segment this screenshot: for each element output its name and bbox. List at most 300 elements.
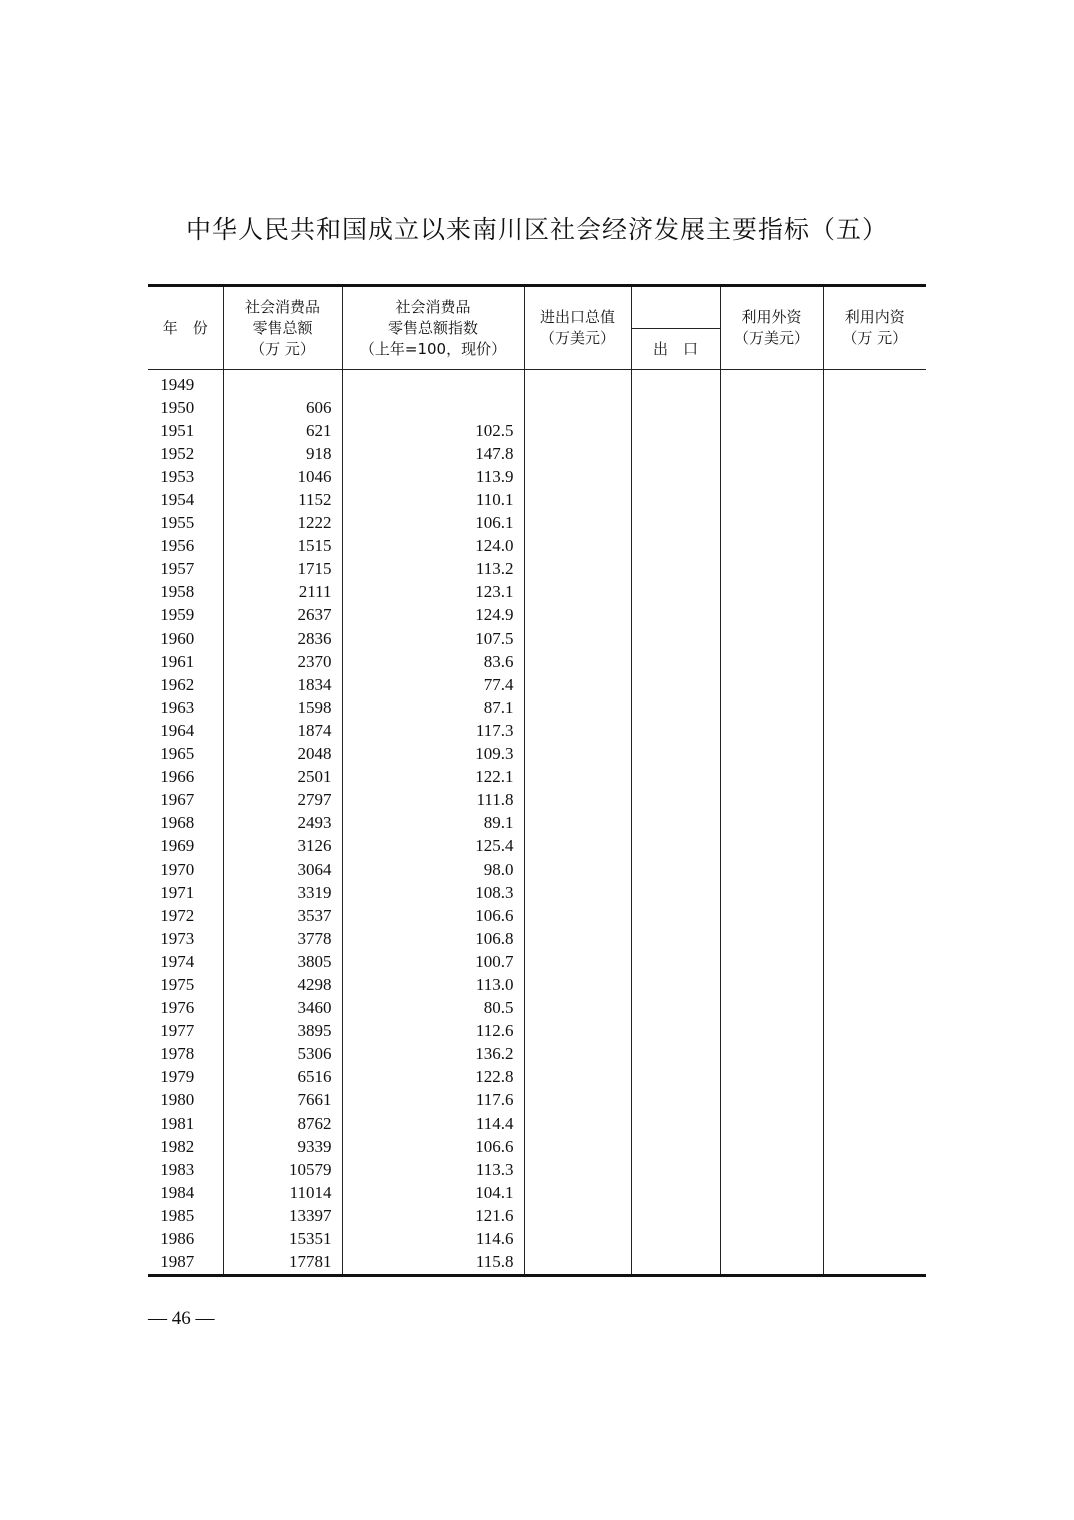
cell-export bbox=[631, 950, 720, 973]
cell-trade-total bbox=[524, 1204, 631, 1227]
cell-retail-total: 2797 bbox=[223, 789, 342, 812]
cell-retail-total: 3319 bbox=[223, 881, 342, 904]
cell-export bbox=[631, 488, 720, 511]
cell-trade-total bbox=[524, 1020, 631, 1043]
cell-retail-total: 9339 bbox=[223, 1135, 342, 1158]
cell-year: 1973 bbox=[160, 928, 195, 948]
cell-foreign-capital bbox=[720, 743, 823, 766]
cell-retail-index: 110.1 bbox=[342, 488, 524, 511]
header-foreign-line1: 利用外资 bbox=[741, 308, 802, 326]
cell-retail-index: 106.8 bbox=[342, 927, 524, 950]
cell-domestic-capital bbox=[823, 766, 926, 789]
cell-domestic-capital bbox=[823, 604, 926, 627]
cell-foreign-capital bbox=[720, 1204, 823, 1227]
table-row bbox=[148, 950, 926, 973]
table-row bbox=[148, 370, 926, 397]
cell-year: 1957 bbox=[160, 559, 195, 579]
cell-retail-total: 1715 bbox=[223, 558, 342, 581]
header-retail-total bbox=[223, 286, 342, 370]
cell-foreign-capital bbox=[720, 719, 823, 742]
cell-foreign-capital bbox=[720, 973, 823, 996]
table-row bbox=[148, 535, 926, 558]
cell-retail-index: 114.6 bbox=[342, 1227, 524, 1250]
table-row bbox=[148, 581, 926, 604]
cell-domestic-capital bbox=[823, 370, 926, 397]
cell-domestic-capital bbox=[823, 719, 926, 742]
cell-foreign-capital bbox=[720, 812, 823, 835]
table-row bbox=[148, 1020, 926, 1043]
cell-domestic-capital bbox=[823, 1158, 926, 1181]
cell-export bbox=[631, 673, 720, 696]
cell-year: 1978 bbox=[160, 1044, 195, 1064]
cell-foreign-capital bbox=[720, 1181, 823, 1204]
cell-trade-total bbox=[524, 1089, 631, 1112]
cell-year: 1979 bbox=[160, 1067, 195, 1087]
table-row bbox=[148, 442, 926, 465]
cell-export bbox=[631, 1204, 720, 1227]
table-row bbox=[148, 650, 926, 673]
cell-foreign-capital bbox=[720, 650, 823, 673]
cell-year: 1971 bbox=[160, 882, 195, 902]
cell-retail-total: 2493 bbox=[223, 812, 342, 835]
cell-domestic-capital bbox=[823, 904, 926, 927]
cell-foreign-capital bbox=[720, 581, 823, 604]
cell-domestic-capital bbox=[823, 1066, 926, 1089]
cell-retail-total: 2836 bbox=[223, 627, 342, 650]
cell-domestic-capital bbox=[823, 465, 926, 488]
cell-export bbox=[631, 370, 720, 397]
cell-year: 1954 bbox=[160, 490, 195, 510]
cell-retail-total: 13397 bbox=[223, 1204, 342, 1227]
header-domestic-line1: 利用内资 bbox=[844, 308, 905, 326]
cell-retail-index: 80.5 bbox=[342, 997, 524, 1020]
cell-retail-index: 102.5 bbox=[342, 419, 524, 442]
cell-domestic-capital bbox=[823, 973, 926, 996]
cell-trade-total bbox=[524, 904, 631, 927]
cell-trade-total bbox=[524, 558, 631, 581]
cell-trade-total bbox=[524, 512, 631, 535]
cell-retail-total: 1598 bbox=[223, 696, 342, 719]
cell-export bbox=[631, 535, 720, 558]
cell-retail-total: 606 bbox=[223, 396, 342, 419]
cell-year: 1956 bbox=[160, 536, 195, 556]
cell-trade-total bbox=[524, 396, 631, 419]
cell-export bbox=[631, 581, 720, 604]
table-body bbox=[148, 370, 926, 1276]
cell-export bbox=[631, 789, 720, 812]
cell-retail-total: 3895 bbox=[223, 1020, 342, 1043]
cell-domestic-capital bbox=[823, 488, 926, 511]
cell-export bbox=[631, 927, 720, 950]
header-export-spacer bbox=[631, 286, 720, 329]
cell-foreign-capital bbox=[720, 1043, 823, 1066]
cell-retail-total bbox=[223, 370, 342, 397]
cell-retail-index: 117.3 bbox=[342, 719, 524, 742]
cell-year: 1953 bbox=[160, 466, 195, 486]
cell-retail-index: 113.9 bbox=[342, 465, 524, 488]
cell-year: 1977 bbox=[160, 1021, 195, 1041]
cell-export bbox=[631, 881, 720, 904]
cell-retail-total: 3064 bbox=[223, 858, 342, 881]
cell-year: 1962 bbox=[160, 674, 195, 694]
cell-year: 1967 bbox=[160, 790, 195, 810]
table-row bbox=[148, 512, 926, 535]
cell-domestic-capital bbox=[823, 581, 926, 604]
cell-export bbox=[631, 465, 720, 488]
cell-retail-total: 3537 bbox=[223, 904, 342, 927]
cell-retail-index: 112.6 bbox=[342, 1020, 524, 1043]
cell-retail-index: 125.4 bbox=[342, 835, 524, 858]
cell-foreign-capital bbox=[720, 904, 823, 927]
table-row bbox=[148, 973, 926, 996]
header-trade-line1: 进出口总值 bbox=[539, 308, 615, 326]
cell-trade-total bbox=[524, 1158, 631, 1181]
cell-foreign-capital bbox=[720, 1158, 823, 1181]
cell-retail-total: 5306 bbox=[223, 1043, 342, 1066]
cell-foreign-capital bbox=[720, 789, 823, 812]
cell-year: 1972 bbox=[160, 905, 195, 925]
table-row bbox=[148, 558, 926, 581]
cell-year: 1983 bbox=[160, 1159, 195, 1179]
header-index-line1: 社会消费品 bbox=[395, 297, 471, 316]
cell-retail-total: 15351 bbox=[223, 1227, 342, 1250]
cell-retail-total: 2637 bbox=[223, 604, 342, 627]
table-row bbox=[148, 881, 926, 904]
cell-retail-index: 121.6 bbox=[342, 1204, 524, 1227]
cell-export bbox=[631, 1135, 720, 1158]
cell-foreign-capital bbox=[720, 535, 823, 558]
cell-export bbox=[631, 997, 720, 1020]
cell-retail-index: 107.5 bbox=[342, 627, 524, 650]
cell-retail-total: 2048 bbox=[223, 743, 342, 766]
cell-year: 1963 bbox=[160, 697, 195, 717]
cell-year: 1969 bbox=[160, 836, 195, 856]
cell-export bbox=[631, 1181, 720, 1204]
table-row bbox=[148, 997, 926, 1020]
cell-domestic-capital bbox=[823, 650, 926, 673]
cell-domestic-capital bbox=[823, 812, 926, 835]
cell-domestic-capital bbox=[823, 835, 926, 858]
cell-retail-index: 89.1 bbox=[342, 812, 524, 835]
cell-trade-total bbox=[524, 789, 631, 812]
header-export: 出 口 bbox=[631, 329, 720, 370]
cell-foreign-capital bbox=[720, 512, 823, 535]
page-title: 中华人民共和国成立以来南川区社会经济发展主要指标（五） bbox=[185, 215, 888, 244]
cell-trade-total bbox=[524, 1251, 631, 1276]
cell-trade-total bbox=[524, 766, 631, 789]
cell-retail-index: 106.6 bbox=[342, 1135, 524, 1158]
table-row bbox=[148, 604, 926, 627]
cell-retail-total: 3805 bbox=[223, 950, 342, 973]
table-row bbox=[148, 835, 926, 858]
cell-year: 1950 bbox=[160, 397, 195, 417]
cell-export bbox=[631, 1227, 720, 1250]
cell-trade-total bbox=[524, 1227, 631, 1250]
table-row bbox=[148, 858, 926, 881]
header-foreign-capital bbox=[720, 286, 823, 370]
cell-trade-total bbox=[524, 650, 631, 673]
table-row bbox=[148, 465, 926, 488]
cell-retail-total: 1874 bbox=[223, 719, 342, 742]
cell-retail-total: 6516 bbox=[223, 1066, 342, 1089]
cell-export bbox=[631, 858, 720, 881]
table-row bbox=[148, 1112, 926, 1135]
cell-export bbox=[631, 719, 720, 742]
cell-foreign-capital bbox=[720, 465, 823, 488]
cell-retail-index: 106.1 bbox=[342, 512, 524, 535]
header-index-line2: 零售总额指数 bbox=[387, 318, 478, 337]
cell-domestic-capital bbox=[823, 1135, 926, 1158]
cell-foreign-capital bbox=[720, 396, 823, 419]
cell-trade-total bbox=[524, 812, 631, 835]
cell-retail-index: 122.8 bbox=[342, 1066, 524, 1089]
cell-year: 1951 bbox=[160, 420, 195, 440]
cell-foreign-capital bbox=[720, 673, 823, 696]
table-row bbox=[148, 1251, 926, 1276]
cell-retail-total: 1515 bbox=[223, 535, 342, 558]
cell-domestic-capital bbox=[823, 1204, 926, 1227]
cell-year: 1952 bbox=[160, 443, 195, 463]
cell-retail-index: 114.4 bbox=[342, 1112, 524, 1135]
cell-trade-total bbox=[524, 442, 631, 465]
cell-year: 1959 bbox=[160, 605, 195, 625]
cell-domestic-capital bbox=[823, 1181, 926, 1204]
cell-foreign-capital bbox=[720, 1066, 823, 1089]
cell-domestic-capital bbox=[823, 1020, 926, 1043]
cell-trade-total bbox=[524, 627, 631, 650]
cell-trade-total bbox=[524, 1181, 631, 1204]
cell-trade-total bbox=[524, 581, 631, 604]
cell-retail-total: 3460 bbox=[223, 997, 342, 1020]
cell-foreign-capital bbox=[720, 1112, 823, 1135]
cell-retail-total: 1046 bbox=[223, 465, 342, 488]
page-number: — 46 — bbox=[148, 1308, 215, 1329]
cell-trade-total bbox=[524, 1135, 631, 1158]
cell-retail-index: 111.8 bbox=[342, 789, 524, 812]
cell-retail-total: 2370 bbox=[223, 650, 342, 673]
cell-retail-index: 113.2 bbox=[342, 558, 524, 581]
cell-retail-index: 77.4 bbox=[342, 673, 524, 696]
header-domestic-capital bbox=[823, 286, 926, 370]
cell-domestic-capital bbox=[823, 627, 926, 650]
cell-year: 1955 bbox=[160, 513, 195, 533]
cell-export bbox=[631, 743, 720, 766]
cell-foreign-capital bbox=[720, 997, 823, 1020]
cell-trade-total bbox=[524, 419, 631, 442]
cell-retail-index: 98.0 bbox=[342, 858, 524, 881]
cell-retail-index: 108.3 bbox=[342, 881, 524, 904]
cell-year: 1974 bbox=[160, 951, 195, 971]
cell-domestic-capital bbox=[823, 950, 926, 973]
cell-retail-total: 4298 bbox=[223, 973, 342, 996]
table-row bbox=[148, 743, 926, 766]
cell-foreign-capital bbox=[720, 835, 823, 858]
cell-retail-total: 2111 bbox=[223, 581, 342, 604]
header-year: 年 份 bbox=[148, 286, 223, 370]
cell-year: 1985 bbox=[160, 1205, 195, 1225]
cell-foreign-capital bbox=[720, 696, 823, 719]
cell-trade-total bbox=[524, 973, 631, 996]
cell-export bbox=[631, 1112, 720, 1135]
table-row bbox=[148, 488, 926, 511]
cell-trade-total bbox=[524, 881, 631, 904]
statistics-table bbox=[148, 284, 926, 1277]
table-row bbox=[148, 1181, 926, 1204]
cell-retail-total: 10579 bbox=[223, 1158, 342, 1181]
cell-retail-total: 11014 bbox=[223, 1181, 342, 1204]
table-row bbox=[148, 904, 926, 927]
cell-retail-total: 918 bbox=[223, 442, 342, 465]
cell-export bbox=[631, 1020, 720, 1043]
cell-retail-index: 104.1 bbox=[342, 1181, 524, 1204]
cell-trade-total bbox=[524, 997, 631, 1020]
cell-domestic-capital bbox=[823, 396, 926, 419]
table-row bbox=[148, 927, 926, 950]
cell-year: 1960 bbox=[160, 628, 195, 648]
cell-year: 1949 bbox=[160, 374, 195, 394]
header-retail-line3: （万 元） bbox=[250, 339, 315, 358]
cell-year: 1981 bbox=[160, 1113, 195, 1133]
cell-foreign-capital bbox=[720, 370, 823, 397]
cell-retail-index: 87.1 bbox=[342, 696, 524, 719]
cell-retail-total: 621 bbox=[223, 419, 342, 442]
cell-year: 1987 bbox=[160, 1252, 195, 1272]
table-row bbox=[148, 1043, 926, 1066]
table-row bbox=[148, 1158, 926, 1181]
cell-domestic-capital bbox=[823, 1227, 926, 1250]
cell-retail-index: 123.1 bbox=[342, 581, 524, 604]
cell-foreign-capital bbox=[720, 604, 823, 627]
header-trade-line2: （万美元） bbox=[539, 329, 615, 347]
cell-domestic-capital bbox=[823, 1043, 926, 1066]
header-foreign-line2: （万美元） bbox=[733, 329, 809, 347]
cell-foreign-capital bbox=[720, 558, 823, 581]
cell-export bbox=[631, 419, 720, 442]
header-domestic-line2: （万 元） bbox=[842, 329, 908, 347]
cell-retail-total: 7661 bbox=[223, 1089, 342, 1112]
cell-retail-index: 83.6 bbox=[342, 650, 524, 673]
cell-retail-total: 3778 bbox=[223, 927, 342, 950]
cell-retail-total: 1834 bbox=[223, 673, 342, 696]
cell-export bbox=[631, 904, 720, 927]
cell-foreign-capital bbox=[720, 881, 823, 904]
table-row bbox=[148, 812, 926, 835]
cell-domestic-capital bbox=[823, 419, 926, 442]
cell-trade-total bbox=[524, 743, 631, 766]
cell-export bbox=[631, 812, 720, 835]
cell-domestic-capital bbox=[823, 927, 926, 950]
cell-domestic-capital bbox=[823, 535, 926, 558]
cell-year: 1958 bbox=[160, 582, 195, 602]
cell-foreign-capital bbox=[720, 1227, 823, 1250]
cell-foreign-capital bbox=[720, 419, 823, 442]
table-row bbox=[148, 789, 926, 812]
cell-domestic-capital bbox=[823, 673, 926, 696]
cell-year: 1968 bbox=[160, 813, 195, 833]
header-retail-line1: 社会消费品 bbox=[244, 297, 320, 316]
table-row bbox=[148, 1227, 926, 1250]
cell-domestic-capital bbox=[823, 1089, 926, 1112]
cell-foreign-capital bbox=[720, 488, 823, 511]
cell-retail-index bbox=[342, 370, 524, 397]
cell-export bbox=[631, 1251, 720, 1276]
cell-retail-total: 8762 bbox=[223, 1112, 342, 1135]
cell-year: 1961 bbox=[160, 651, 195, 671]
header-index-line3: （上年=100，现价） bbox=[359, 339, 507, 358]
cell-year: 1986 bbox=[160, 1229, 195, 1249]
cell-export bbox=[631, 696, 720, 719]
cell-year: 1970 bbox=[160, 859, 195, 879]
cell-domestic-capital bbox=[823, 997, 926, 1020]
cell-year: 1975 bbox=[160, 974, 195, 994]
cell-domestic-capital bbox=[823, 743, 926, 766]
cell-export bbox=[631, 650, 720, 673]
cell-trade-total bbox=[524, 927, 631, 950]
cell-foreign-capital bbox=[720, 1251, 823, 1276]
cell-foreign-capital bbox=[720, 627, 823, 650]
cell-retail-index: 117.6 bbox=[342, 1089, 524, 1112]
cell-trade-total bbox=[524, 370, 631, 397]
table-row bbox=[148, 396, 926, 419]
cell-foreign-capital bbox=[720, 766, 823, 789]
cell-export bbox=[631, 1043, 720, 1066]
cell-trade-total bbox=[524, 835, 631, 858]
cell-retail-total: 2501 bbox=[223, 766, 342, 789]
cell-trade-total bbox=[524, 673, 631, 696]
table-row bbox=[148, 627, 926, 650]
cell-trade-total bbox=[524, 488, 631, 511]
cell-retail-index: 100.7 bbox=[342, 950, 524, 973]
cell-retail-index: 109.3 bbox=[342, 743, 524, 766]
cell-export bbox=[631, 1089, 720, 1112]
cell-export bbox=[631, 396, 720, 419]
cell-foreign-capital bbox=[720, 1135, 823, 1158]
table-row bbox=[148, 1089, 926, 1112]
cell-retail-index: 113.0 bbox=[342, 973, 524, 996]
cell-domestic-capital bbox=[823, 1112, 926, 1135]
cell-trade-total bbox=[524, 465, 631, 488]
table-row bbox=[148, 766, 926, 789]
cell-export bbox=[631, 973, 720, 996]
cell-retail-index: 113.3 bbox=[342, 1158, 524, 1181]
cell-foreign-capital bbox=[720, 858, 823, 881]
cell-export bbox=[631, 604, 720, 627]
cell-export bbox=[631, 766, 720, 789]
cell-trade-total bbox=[524, 719, 631, 742]
cell-domestic-capital bbox=[823, 442, 926, 465]
table-row bbox=[148, 1135, 926, 1158]
cell-retail-index: 115.8 bbox=[342, 1251, 524, 1276]
cell-domestic-capital bbox=[823, 858, 926, 881]
cell-domestic-capital bbox=[823, 696, 926, 719]
header-retail-index bbox=[342, 286, 524, 370]
cell-retail-total: 17781 bbox=[223, 1251, 342, 1276]
cell-year: 1976 bbox=[160, 998, 195, 1018]
cell-year: 1966 bbox=[160, 767, 195, 787]
cell-domestic-capital bbox=[823, 558, 926, 581]
table-header bbox=[148, 286, 926, 370]
cell-foreign-capital bbox=[720, 950, 823, 973]
cell-foreign-capital bbox=[720, 927, 823, 950]
cell-foreign-capital bbox=[720, 1089, 823, 1112]
cell-export bbox=[631, 512, 720, 535]
cell-trade-total bbox=[524, 604, 631, 627]
cell-retail-index: 136.2 bbox=[342, 1043, 524, 1066]
table-row bbox=[148, 1066, 926, 1089]
cell-retail-total: 1152 bbox=[223, 488, 342, 511]
cell-retail-index: 124.9 bbox=[342, 604, 524, 627]
cell-export bbox=[631, 1066, 720, 1089]
